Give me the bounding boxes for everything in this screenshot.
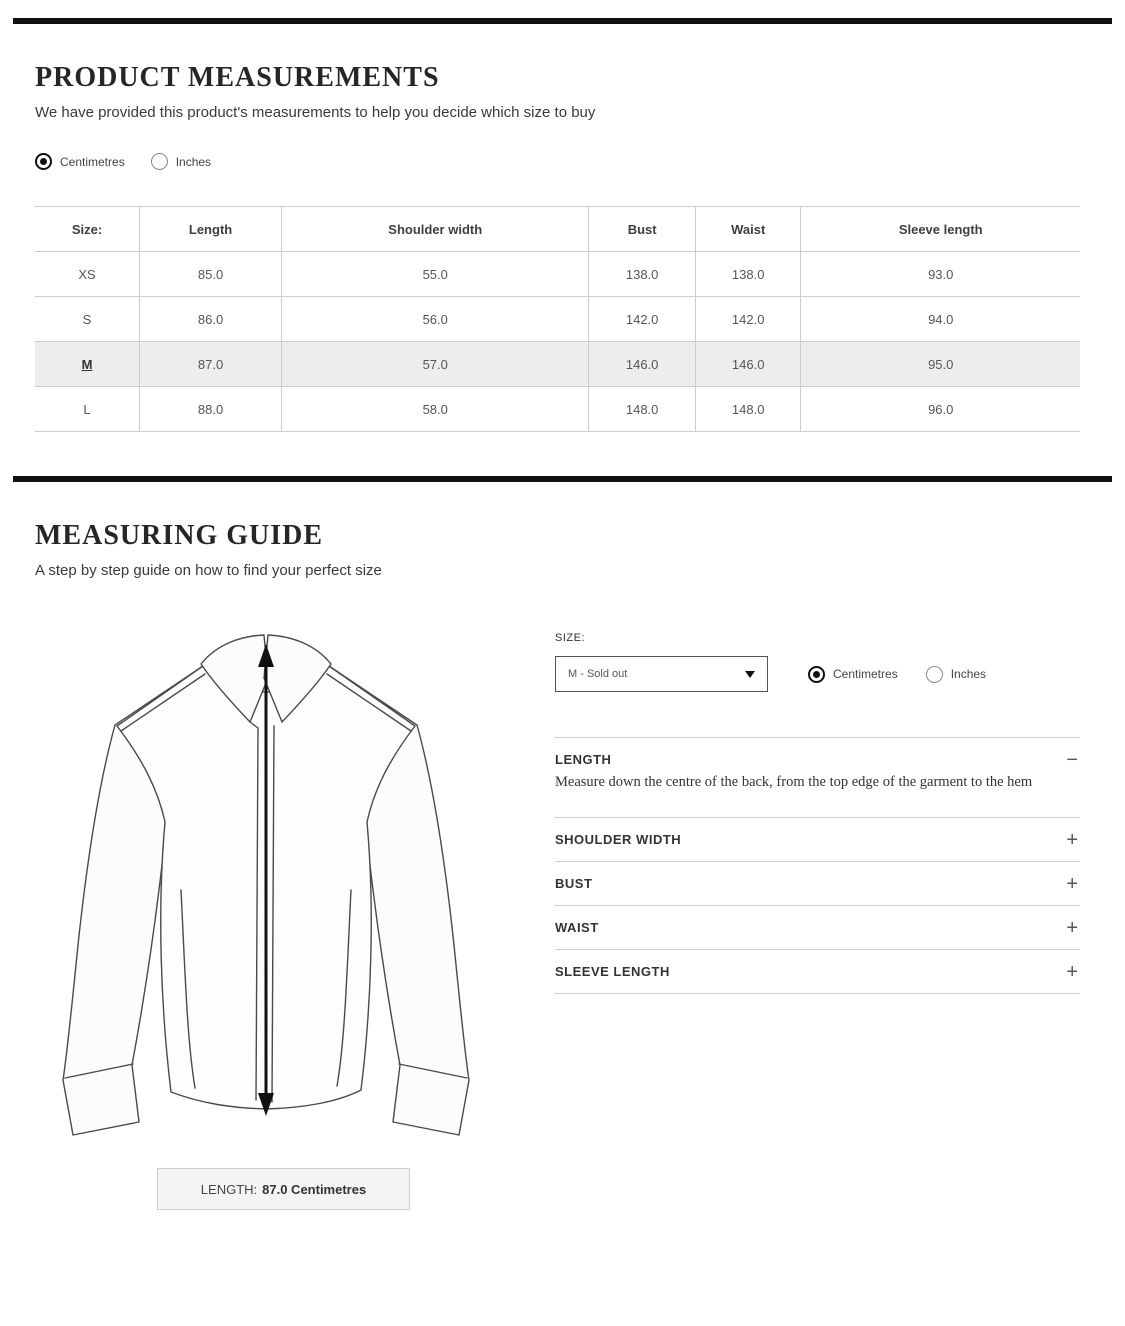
column-header-sleeve-length: Sleeve length [801, 207, 1080, 252]
sleeve-length-cell: 94.0 [801, 297, 1080, 342]
shirt-illustration [53, 630, 508, 1150]
plus-icon: + [1066, 828, 1078, 851]
page-subtitle: We have provided this product's measurements to help you decide which size to buy [35, 104, 596, 121]
bust-cell: 138.0 [589, 252, 696, 297]
plus-icon: + [1066, 960, 1078, 983]
shoulder-width-cell: 56.0 [282, 297, 589, 342]
product-measurements-section [0, 62, 1125, 432]
size-cell: S [35, 297, 140, 342]
column-header-size: Size: [35, 207, 140, 252]
radio-checked-icon [35, 153, 52, 170]
table-row-s [35, 297, 1080, 342]
shoulder-width-cell: 58.0 [282, 387, 589, 432]
accordion-item-length[interactable] [555, 738, 1080, 818]
radio-unchecked-icon [926, 666, 943, 683]
section-divider-bar [13, 476, 1112, 482]
waist-cell: 138.0 [695, 252, 801, 297]
accordion-item-sleeve-length[interactable] [555, 950, 1080, 994]
table-header-row [35, 207, 1080, 252]
size-select[interactable] [555, 656, 768, 692]
size-cell: L [35, 387, 140, 432]
size-cell-selected: M [35, 342, 140, 387]
bust-cell: 146.0 [589, 342, 696, 387]
measuring-guide-title: MEASURING GUIDE [35, 520, 324, 551]
radio-checked-icon [808, 666, 825, 683]
guide-unit-radio-inches[interactable] [926, 666, 986, 683]
guide-unit-radio-inches-label: Inches [950, 667, 987, 681]
sleeve-length-cell: 95.0 [801, 342, 1080, 387]
measurement-label-prefix: LENGTH: [200, 1181, 258, 1197]
accordion-label: BUST [555, 876, 593, 891]
length-cell: 87.0 [140, 342, 282, 387]
column-header-bust: Bust [589, 207, 696, 252]
accordion-label: LENGTH [555, 752, 612, 767]
length-cell: 88.0 [140, 387, 282, 432]
accordion-label: WAIST [555, 920, 599, 935]
bust-cell: 148.0 [589, 387, 696, 432]
shoulder-width-cell: 57.0 [282, 342, 589, 387]
unit-radio-inches[interactable] [151, 153, 211, 170]
length-cell: 86.0 [140, 297, 282, 342]
measurement-label-value: 87.0 Centimetres [262, 1181, 367, 1197]
accordion-item-bust[interactable] [555, 862, 1080, 906]
length-measurement-label [157, 1168, 410, 1210]
guide-units-radio-group [808, 666, 986, 683]
shoulder-width-cell: 55.0 [282, 252, 589, 297]
length-cell: 85.0 [140, 252, 282, 297]
bust-cell: 142.0 [589, 297, 696, 342]
accordion-description: Measure down the centre of the back, from the top edge of the garment to the hem [555, 774, 1033, 790]
sleeve-length-cell: 93.0 [801, 252, 1080, 297]
table-row-l [35, 387, 1080, 432]
accordion-label: SLEEVE LENGTH [555, 964, 670, 979]
waist-cell: 146.0 [695, 342, 801, 387]
radio-unchecked-icon [151, 153, 168, 170]
column-header-shoulder-width: Shoulder width [282, 207, 589, 252]
unit-radio-inches-label: Inches [175, 154, 212, 169]
guide-unit-radio-centimetres-label: Centimetres [833, 667, 898, 681]
table-row-xs [35, 252, 1080, 297]
accordion-item-shoulder-width[interactable] [555, 818, 1080, 862]
measuring-guide-subtitle: A step by step guide on how to find your perfect size [35, 562, 382, 579]
page-title: PRODUCT MEASUREMENTS [35, 62, 440, 93]
size-cell: XS [35, 252, 140, 297]
measuring-guide-section [0, 520, 1125, 1270]
unit-radio-centimetres[interactable] [35, 153, 125, 170]
top-divider-bar [13, 18, 1112, 24]
column-header-length: Length [140, 207, 282, 252]
sleeve-length-cell: 96.0 [801, 387, 1080, 432]
plus-icon: + [1066, 916, 1078, 939]
chevron-down-icon [745, 671, 755, 678]
accordion-label: SHOULDER WIDTH [555, 832, 682, 847]
measuring-guide-accordion [555, 737, 1080, 994]
waist-cell: 148.0 [695, 387, 801, 432]
waist-cell: 142.0 [695, 297, 801, 342]
size-select-value: M - Sold out [568, 668, 628, 680]
size-selector-label: SIZE: [555, 632, 586, 644]
plus-icon: + [1066, 872, 1078, 895]
guide-unit-radio-centimetres[interactable] [808, 666, 898, 683]
accordion-item-waist[interactable] [555, 906, 1080, 950]
minus-icon: − [1066, 748, 1078, 771]
units-radio-group [35, 153, 1080, 170]
table-row-m-highlighted [35, 342, 1080, 387]
unit-radio-centimetres-label: Centimetres [60, 154, 125, 169]
measurements-table [35, 206, 1080, 432]
column-header-waist: Waist [695, 207, 801, 252]
